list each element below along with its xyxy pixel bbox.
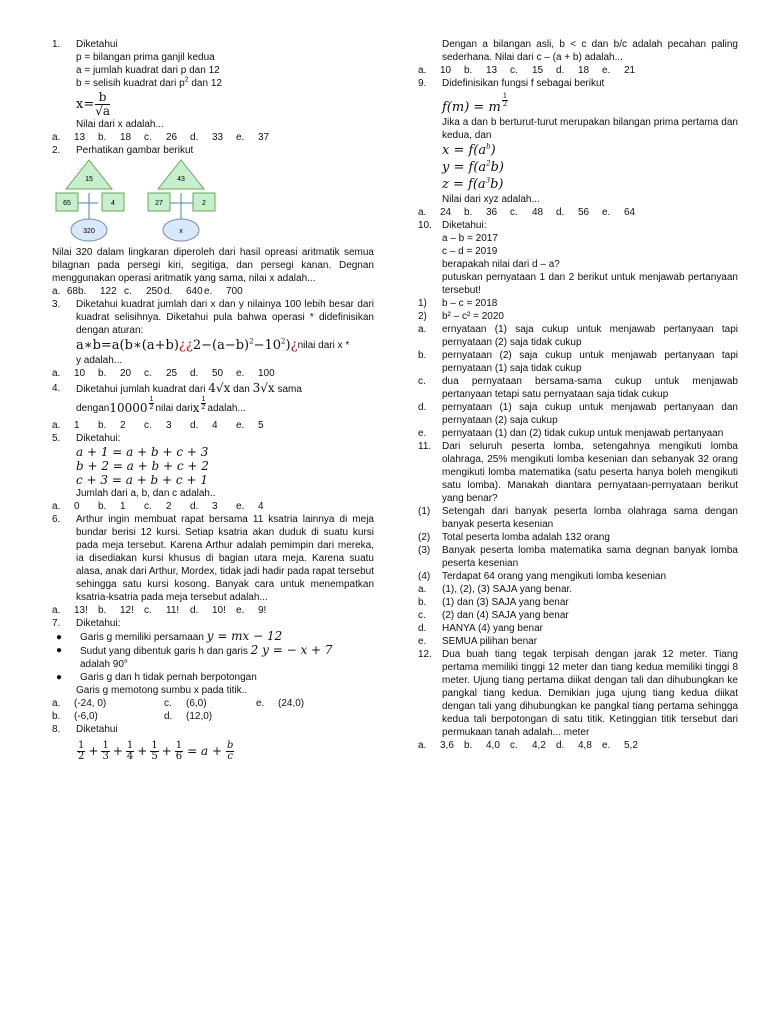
options bbox=[52, 697, 374, 723]
option-d[interactable]: d. 10! bbox=[190, 605, 226, 616]
question-number: 7. bbox=[52, 618, 61, 629]
option-a[interactable]: a. 10 bbox=[52, 368, 86, 379]
circle-value: 320 bbox=[83, 228, 95, 235]
option-b[interactable]: b. 18 bbox=[98, 132, 132, 143]
option-item[interactable]: e. pernyataan (1) dan (2) tidak cukup untuk menjawab pertanyaan bbox=[418, 428, 724, 439]
bullet-item: ● Sudut yang dibentuk garis h dan garis 2 y = − x + 7 adalah 90° bbox=[56, 643, 333, 670]
question-5 bbox=[52, 432, 374, 513]
option-e[interactable]: e. 100 bbox=[236, 368, 275, 379]
option-b[interactable]: b. 12! bbox=[98, 605, 134, 616]
options bbox=[418, 739, 738, 752]
left-column bbox=[52, 38, 374, 766]
question-text: Diketahui kuadrat jumlah dari x dan y nilainya 100 lebih besar dari kuadrat selisihnya. Diketahui pula bahwa operasi * didefinisikan dengan aturan: bbox=[76, 299, 374, 336]
option-item[interactable]: d. HANYA (4) yang benar bbox=[418, 623, 543, 634]
question-text: Arthur ingin membuat rapat bersama 11 ksatria lainnya di meja bundar berisi 12 kursi. Setiap ksatria akan duduk di suatu kursi pada meja tersebut. Karena Arthur adalah pemimpin dari mereka, ia disediakan kursi khusus di bagian utara meja. Karena suatu alasa, anak dari Arthur, Mordex, tidak jadi hadir pada rapat tersebut sehingga satu kursi kosong. Banyak cara untuk menempatkan ksatria-ksatria pada meja tersebut adalah... bbox=[76, 514, 374, 603]
option-c[interactable]: c. 2 bbox=[144, 501, 172, 512]
question-number: 8. bbox=[52, 724, 61, 735]
question-text: Nilai dari xyz adalah... bbox=[442, 194, 540, 205]
statement-item: 1) b – c = 2018 bbox=[418, 298, 498, 309]
options bbox=[418, 206, 738, 219]
option-b[interactable]: b. 122 bbox=[78, 286, 117, 297]
options bbox=[418, 583, 738, 648]
statement-item: (3) Banyak peserta lomba matematika sama degnan banyak lomba peserta kesenian bbox=[418, 545, 738, 569]
question-12 bbox=[418, 648, 738, 752]
equation: b + 2 = a + b + c + 2 bbox=[76, 459, 209, 473]
option-a[interactable]: a. 1 bbox=[52, 420, 80, 431]
question-number: 3. bbox=[52, 299, 61, 310]
equation: $x = f(a^b)$ bbox=[442, 142, 496, 158]
option-a[interactable]: a. (-24, 0) bbox=[52, 698, 107, 709]
statements bbox=[418, 297, 738, 323]
question-number: 12. bbox=[418, 649, 432, 660]
formula: x= $\frac{b}{√a}$ bbox=[76, 89, 111, 118]
question-text: y adalah... bbox=[76, 355, 123, 366]
right-square-value: 2 bbox=[202, 200, 206, 207]
question-8-continued: Dengan a bilangan asli, b < c dan b/c adalah pecahan paling sederhana. Nilai dari c – (a + b) adalah... bbox=[442, 39, 738, 63]
options bbox=[52, 500, 374, 513]
question-number: 11. bbox=[418, 441, 432, 452]
option-a[interactable]: a. 68 bbox=[52, 286, 78, 297]
question-text: Nilai dari x adalah... bbox=[76, 119, 164, 130]
question-text: berapakah nilai dari d – a? bbox=[442, 259, 560, 270]
option-c[interactable]: c. 15 bbox=[510, 65, 544, 76]
question-text: Jumlah dari a, b, dan c adalah.. bbox=[76, 488, 216, 499]
option-b[interactable]: b. 4,0 bbox=[464, 740, 500, 751]
question-number: 10. bbox=[418, 220, 432, 231]
question-text: Diketahui jumlah kuadrat dari 4√x dan 3√x sama bbox=[76, 380, 302, 395]
circle-value: x bbox=[179, 228, 183, 235]
option-item[interactable]: e. SEMUA pilihan benar bbox=[418, 636, 538, 647]
question-title: Diketahui: bbox=[442, 220, 487, 231]
statement-item: (2) Total peserta lomba adalah 132 orang bbox=[418, 532, 610, 543]
option-b[interactable]: b. 36 bbox=[464, 207, 498, 218]
option-e[interactable]: e. 5,2 bbox=[602, 740, 638, 751]
question-2 bbox=[52, 144, 374, 298]
equation: $\frac{1}{2}$ + $\frac{1}{3}$ + $\frac{1}{4}$ + $\frac{1}{5}$ + $\frac{1}{6}$ = a + $\frac{b}{c}$ bbox=[78, 739, 234, 762]
question-text: Jika a dan b berturut-turut merupakan bilangan prima pertama dan kedua, dan bbox=[442, 117, 738, 141]
question-number: 1. bbox=[52, 39, 61, 50]
question-text: Nilai 320 dalam lingkaran diperoleh dari hasil opreasi aritmatik semua bilagnan pada persegi kiri, segitiga, dan persegi kanan. Degnan menggunakan operasi aritmatik yang sama, nilai x adalah... bbox=[52, 247, 374, 284]
options bbox=[52, 285, 374, 298]
option-e[interactable]: e. 37 bbox=[236, 132, 270, 143]
option-a[interactable]: a. 0 bbox=[52, 501, 80, 512]
option-item[interactable]: c. (2) dan (4) SAJA yang benar bbox=[418, 610, 569, 621]
option-a[interactable]: a. 3,6 bbox=[418, 740, 454, 751]
given-line: p = bilangan prima ganjil kedua bbox=[76, 52, 215, 63]
option-item[interactable]: d. pernyataan (1) saja cukup untuk menjawab pertanyaan dan pernyataan (2) saja cukup bbox=[418, 402, 738, 426]
triangle-shape bbox=[66, 160, 112, 189]
right-column bbox=[418, 38, 738, 752]
option-e[interactable]: e. (24,0) bbox=[256, 698, 305, 709]
option-b[interactable]: b. 20 bbox=[98, 368, 132, 379]
diagram-2 bbox=[148, 160, 215, 241]
options bbox=[418, 323, 738, 440]
fraction: $\frac{1}{3}$ bbox=[102, 739, 109, 762]
option-b[interactable]: b. 13 bbox=[464, 65, 498, 76]
option-a[interactable]: a. 13 bbox=[52, 132, 86, 143]
question-number: 5. bbox=[52, 433, 61, 444]
question-6 bbox=[52, 513, 374, 617]
equation: c + 3 = a + b + c + 1 bbox=[76, 473, 208, 487]
question-title: Didefinisikan fungsi f sebagai berikut bbox=[442, 78, 605, 89]
option-e[interactable]: e. 9! bbox=[236, 605, 267, 616]
statement-item: (1) Setengah dari banyak peserta lomba olahraga sama dengan banyak peserta kesenian bbox=[418, 506, 738, 530]
option-a[interactable]: a. 10 bbox=[418, 65, 452, 76]
fraction: $\frac{1}{2}$ bbox=[78, 739, 85, 762]
equation: $z = f(a^3b)$ bbox=[442, 176, 504, 192]
question-title: Diketahui: bbox=[76, 618, 121, 629]
fraction: $\frac{b}{c}$ bbox=[227, 739, 234, 762]
fraction: $\frac{1}{5}$ bbox=[151, 739, 158, 762]
equation: $y = f(a^2b)$ bbox=[442, 159, 505, 175]
option-d[interactable]: d. 3 bbox=[190, 501, 218, 512]
figure bbox=[52, 157, 374, 243]
question-number: 4. bbox=[52, 383, 61, 394]
given-line: a = jumlah kuadrat dari p dan 12 bbox=[76, 65, 220, 76]
options bbox=[52, 131, 374, 144]
option-c[interactable]: c. 25 bbox=[144, 368, 178, 379]
statement-item: (4) Terdapat 64 orang yang mengikuti lomba kesenian bbox=[418, 571, 667, 582]
option-item[interactable]: c. dua pernyataan bersama-sama cukup untuk menjawab pertanyaan tetapi satu pernyataan saja tidak cukup bbox=[418, 376, 738, 400]
option-item[interactable]: b. pernyataan (2) saja cukup untuk menjawab pertanyaan tapi pernyataan (1) saja tidak cukup bbox=[418, 350, 738, 374]
question-9 bbox=[418, 77, 738, 219]
question-title: Diketahui: bbox=[76, 433, 121, 444]
option-b[interactable]: b. 2 bbox=[98, 420, 126, 431]
left-square-value: 27 bbox=[155, 200, 163, 207]
options bbox=[52, 367, 374, 380]
option-a[interactable]: a. 13! bbox=[52, 605, 88, 616]
option-c[interactable]: c. 26 bbox=[144, 132, 178, 143]
question-11 bbox=[418, 440, 738, 648]
option-e[interactable]: e. 21 bbox=[602, 65, 636, 76]
bullet-item: ● Garis g dan h tidak pernah berpotongan bbox=[56, 672, 257, 683]
statements bbox=[418, 505, 738, 583]
bullet-item: ● Garis g memiliki persamaan y = mx − 12 bbox=[56, 629, 283, 643]
option-d[interactable]: d. (12,0) bbox=[164, 711, 213, 722]
option-c[interactable]: c. 4,2 bbox=[510, 740, 546, 751]
question-text: Dua buah tiang tegak terpisah dengan jarak 12 meter. Tiang pertama memiliki tinggi 12 meter dan tiang kedua memiliki tinggi 8 meter. Ujung tiang pertama diikat dengan tali dan dihubungkan ke pangkal tiang kedua. Demikian juga ujung tiang kedua diikat dengan tali yang dihubungkan ke pangkal tiang pertama sehingga kedua tali berpotongan di satu titik. Ketinggian titik tersebut dari permukaan tanah adalah... meter bbox=[442, 649, 738, 738]
fraction: $\frac{1}{6}$ bbox=[175, 739, 183, 762]
diagram-1 bbox=[56, 160, 124, 241]
formula-line: $a∗b=a(b∗(a+b)¿¿2-(a-b)^2-10^2)¿$ nilai dari x * bbox=[76, 337, 350, 353]
option-a[interactable]: a. 24 bbox=[418, 207, 452, 218]
fraction: $\frac{1}{4}$ bbox=[126, 739, 134, 762]
option-d[interactable]: d. 640 bbox=[164, 286, 203, 297]
options bbox=[418, 64, 738, 77]
option-c[interactable]: c. 3 bbox=[144, 420, 172, 431]
triangle-value: 43 bbox=[177, 176, 185, 183]
question-text: Garis g memotong sumbu x pada titik.. bbox=[76, 685, 248, 696]
question-title: Perhatikan gambar berikut bbox=[76, 145, 194, 156]
statement-item: 2) b² – c² = 2020 bbox=[418, 311, 504, 322]
given-line: b = selisih kuadrat dari $p^2$ dan 12 bbox=[76, 76, 222, 89]
question-number: 9. bbox=[418, 78, 427, 89]
right-square-value: 4 bbox=[111, 200, 115, 207]
option-c[interactable]: c. 11! bbox=[144, 605, 180, 616]
option-d[interactable]: d. 33 bbox=[190, 132, 224, 143]
option-b[interactable]: b. (-6,0) bbox=[52, 711, 98, 722]
function-definition: f(m) = m $\frac{1}{2}$ bbox=[442, 92, 508, 115]
option-e[interactable]: e. 64 bbox=[602, 207, 636, 218]
operation-diagrams bbox=[52, 157, 374, 243]
option-d[interactable]: d. 50 bbox=[190, 368, 224, 379]
question-text-line2: dengan 10000 $\frac{1}{2}$ nilai dari x $\frac{1}{2}$ adalah... bbox=[76, 395, 246, 415]
options bbox=[52, 419, 374, 432]
option-item[interactable]: a. ernyataan (1) saja cukup untuk menjawab pertanyaan tapi pernyataan (2) saja tidak cukup bbox=[418, 324, 738, 348]
option-e[interactable]: e. 4 bbox=[236, 501, 264, 512]
question-number: 2. bbox=[52, 145, 61, 156]
option-item[interactable]: a. (1), (2), (3) SAJA yang benar. bbox=[418, 584, 573, 595]
option-d[interactable]: d. 4 bbox=[190, 420, 218, 431]
option-d[interactable]: d. 4,8 bbox=[556, 740, 592, 751]
option-c[interactable]: c. (6,0) bbox=[164, 698, 207, 709]
given-line: a – b = 2017 bbox=[442, 233, 498, 244]
question-1 bbox=[52, 38, 374, 144]
option-d[interactable]: d. 56 bbox=[556, 207, 590, 218]
question-8 bbox=[52, 723, 374, 766]
question-title: Diketahui bbox=[76, 724, 118, 735]
option-e[interactable]: e. 700 bbox=[204, 286, 243, 297]
question-text: Dari seluruh peserta lomba, setengahnya mengikuti lomba olahraga, 25% mengikuti lomba kesenian dan sebanyak 32 orang mengikuti lomba matematika (satu peserta hanya boleh mengikuti satu lomba). Manakah diantara pernyataan-pernyataan berikut yang benar? bbox=[442, 441, 738, 504]
options bbox=[52, 604, 374, 617]
question-number: 6. bbox=[52, 514, 61, 525]
triangle-value: 15 bbox=[85, 176, 93, 183]
option-b[interactable]: b. 1 bbox=[98, 501, 126, 512]
question-title: Diketahui bbox=[76, 39, 118, 50]
option-c[interactable]: c. 250 bbox=[124, 286, 163, 297]
question-10 bbox=[418, 219, 738, 440]
option-e[interactable]: e. 5 bbox=[236, 420, 264, 431]
formula: $a∗b=a(b∗(a+b)¿¿2-(a-b)^2-10^2)¿$ bbox=[76, 337, 298, 353]
option-c[interactable]: c. 48 bbox=[510, 207, 544, 218]
question-3 bbox=[52, 298, 374, 380]
option-d[interactable]: d. 18 bbox=[556, 65, 590, 76]
option-item[interactable]: b. (1) dan (3) SAJA yang benar bbox=[418, 597, 569, 608]
instruction: putuskan pernyataan 1 dan 2 berikut untuk menjawab pertanyaan tersebut! bbox=[442, 272, 738, 296]
given-line: c – d = 2019 bbox=[442, 246, 498, 257]
question-7 bbox=[52, 617, 374, 723]
left-square-value: 65 bbox=[63, 200, 71, 207]
triangle-shape bbox=[158, 160, 204, 189]
equation: a + 1 = a + b + c + 3 bbox=[76, 445, 209, 459]
question-4 bbox=[52, 380, 374, 432]
